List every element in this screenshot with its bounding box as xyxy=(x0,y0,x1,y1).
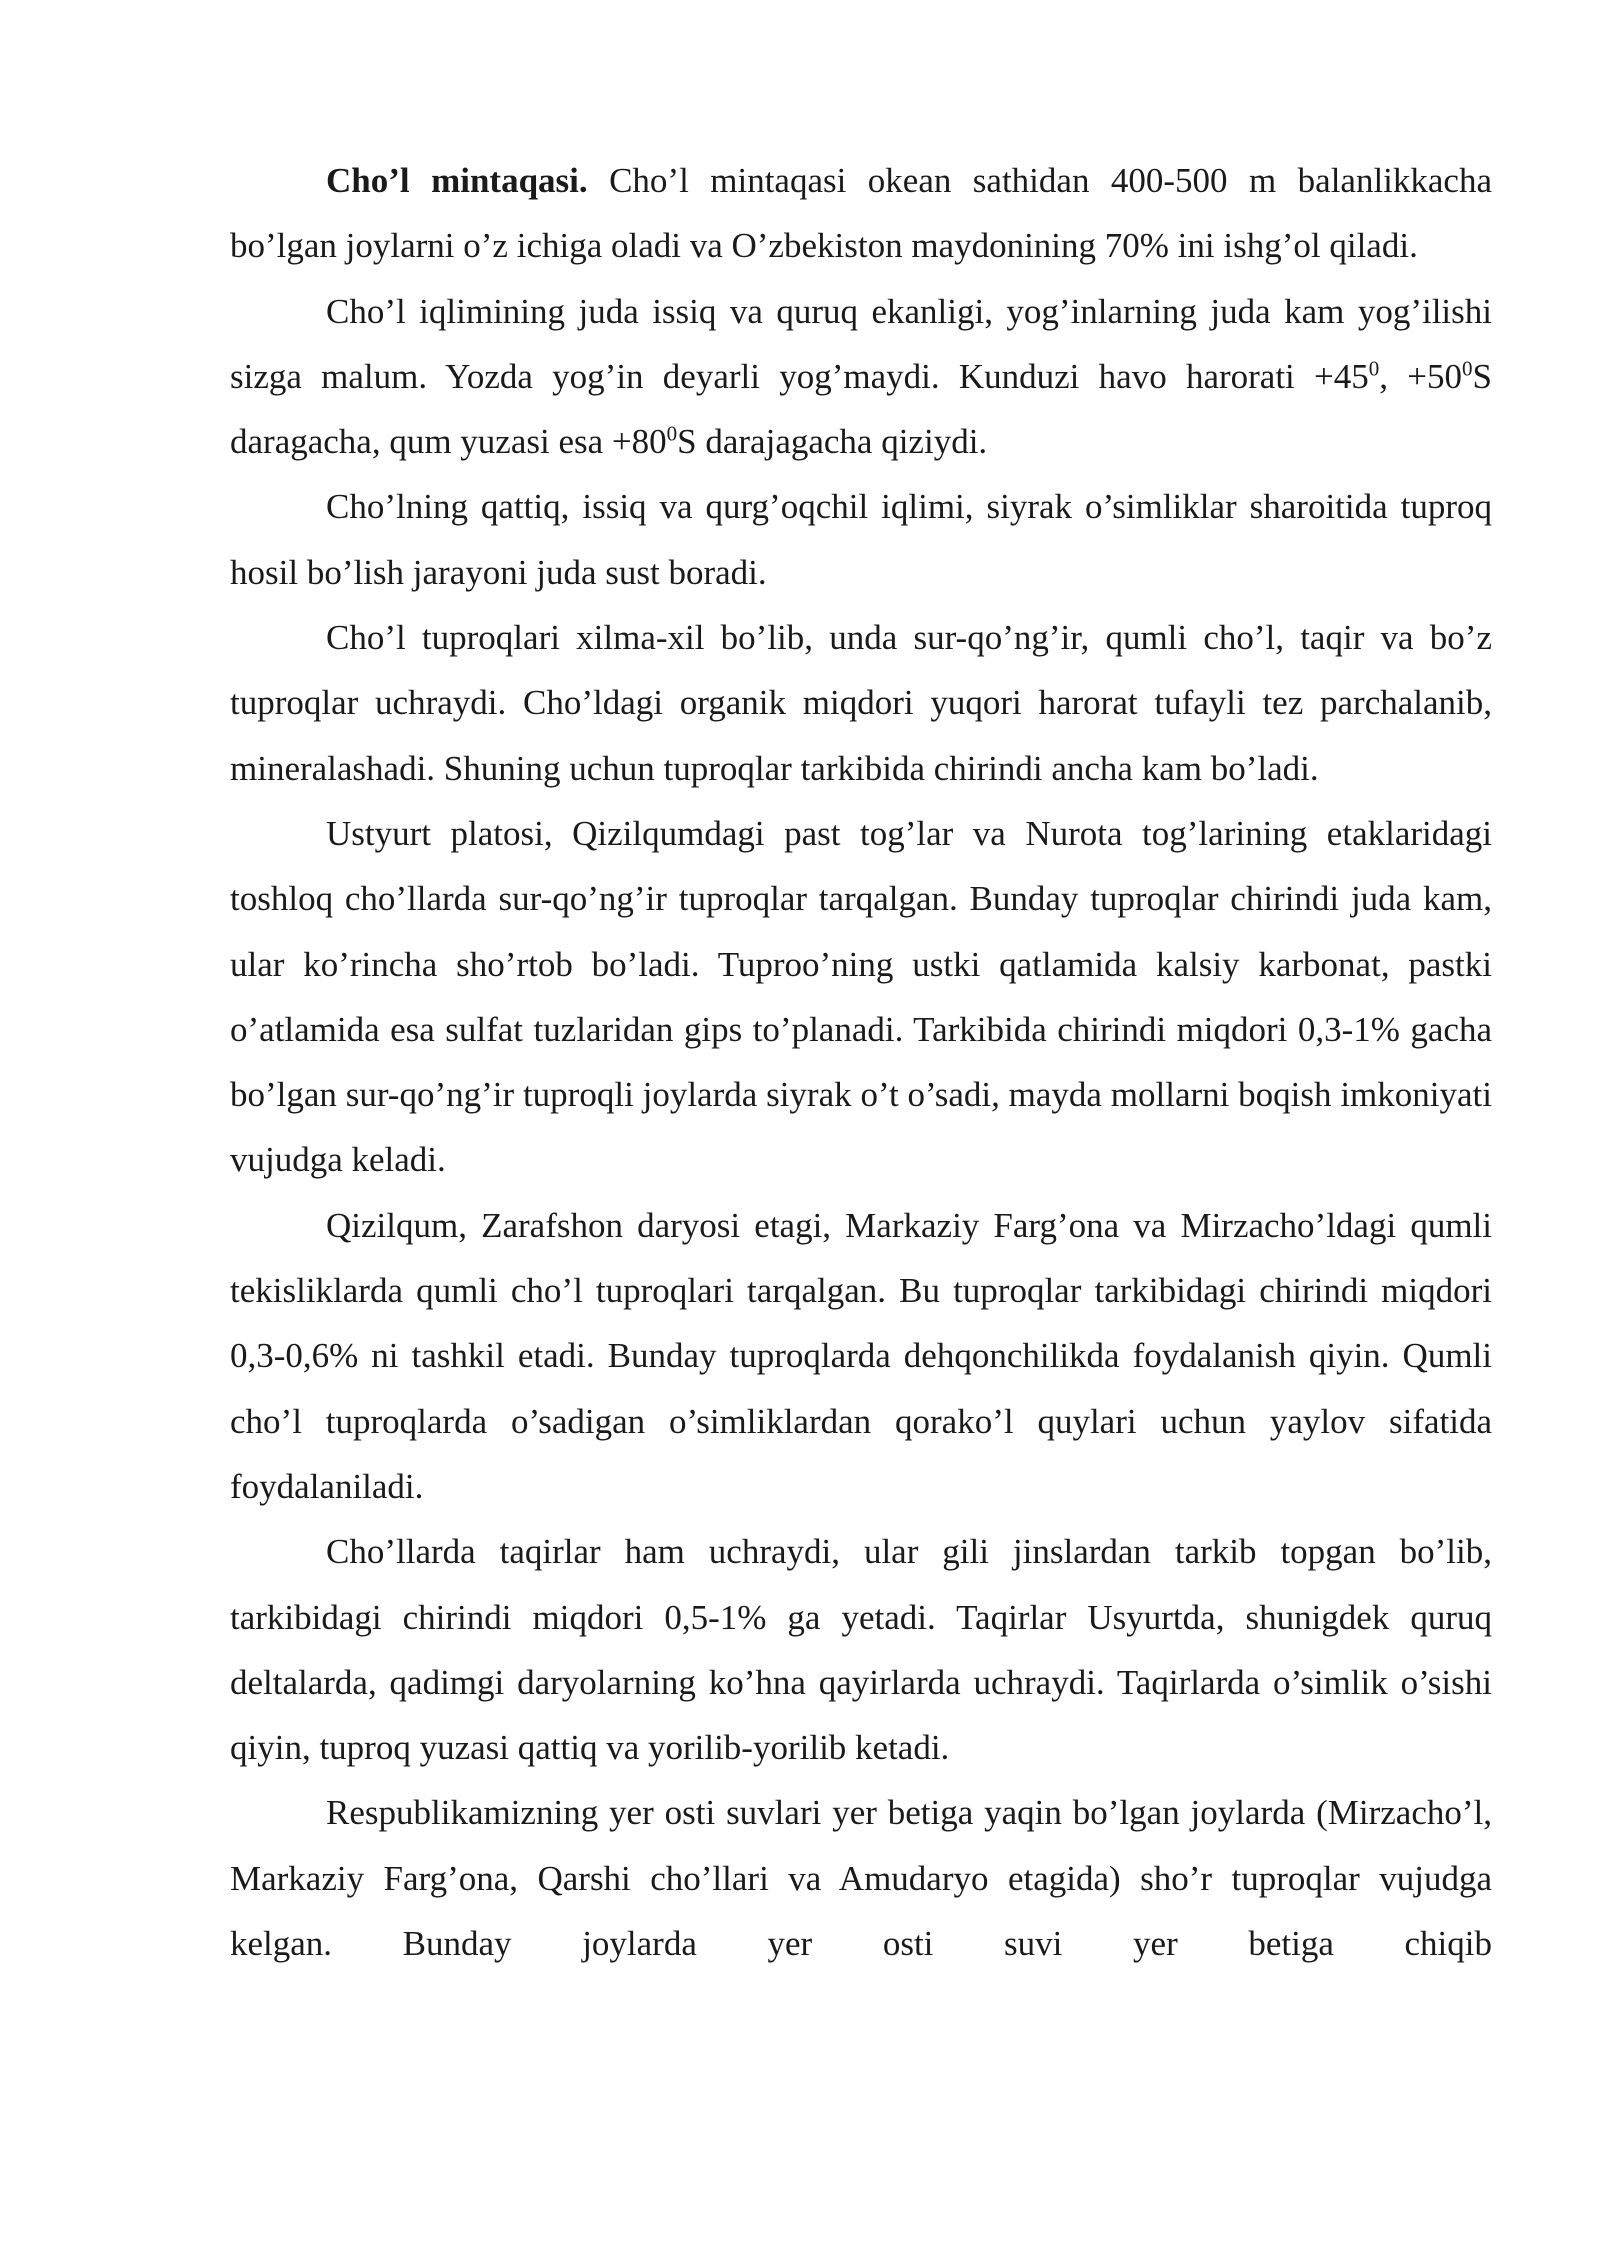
paragraph-text: S daragacha, qum yuzasi esa +80 xyxy=(230,356,1492,462)
paragraph-text: Cho’l mintaqasi okean sathidan 400-500 m balanlikkacha bo’lgan joylarni o’z ichiga oladi va O’zbekiston maydonining 70% ini ishg’ol qiladi. xyxy=(230,161,1493,266)
paragraph-takyr: Cho’llarda taqirlar ham uchraydi, ular gili jinslardan tarkib topgan bo’lib, tarkibidagi chirindi miqdori 0,5-1% ga yetadi. Taqirlar Usyurtda, shunigdek quruq deltalarda, qadimgi daryolarning ko’hna qayirlarda uchraydi. Taqirlarda o’simlik o’sishi qiyin, tuproq yuzasi qattiq va yorilib-yorilib ketadi. xyxy=(230,1532,1492,1768)
paragraph-climate xyxy=(230,279,1492,475)
paragraph-text: S darajagacha qiziydi. xyxy=(677,422,988,462)
superscript-degree: 0 xyxy=(1462,356,1473,381)
paragraph-text: , +50 xyxy=(1379,356,1463,396)
paragraph-text: Cho’l iqlimining juda issiq va quruq ekanligi, yog’inlarning juda kam yog’ilishi sizga malum. Yozda yog’in deyarli yog’maydi. Kunduzi havo harorati +45 xyxy=(230,291,1492,396)
superscript-degree: 0 xyxy=(666,421,678,446)
paragraph-saline-soils: Respublikamizning yer osti suvlari yer betiga yaqin bo’lgan joylarda (Mirzacho’l, Markaziy Farg’ona, Qarshi cho’llari va Amudaryo etagida) sho’r tuproqlar vujudga kelgan. Bunday joylarda yer osti suvi yer betiga chiqib xyxy=(230,1793,1492,1964)
section-title: Cho’l mintaqasi. xyxy=(326,161,588,200)
paragraph-soil-types: Cho’l tuproqlari xilma-xil bo’lib, unda sur-qo’ng’ir, qumli cho’l, taqir va bo’z tuproqlar uchraydi. Cho’ldagi organik miqdori yuqori harorat tufayli tez parchalanib, mineralashadi. Shuning uchun tuproqlar tarkibida chirindi ancha kam bo’ladi. xyxy=(230,618,1492,788)
paragraph-sandy-soils: Qizilqum, Zarafshon daryosi etagi, Markaziy Farg’ona va Mirzacho’ldagi qumli tekisliklarda qumli cho’l tuproqlari tarqalgan. Bu tuproqlar tarkibidagi chirindi miqdori 0,3-0,6% ni tashkil etadi. Bunday tuproqlarda dehqonchilikda foydalanish qiyin. Qumli cho’l tuproqlarda o’sadigan o’simliklardan qorako’l quylari uchun yaylov sifatida foydalaniladi. xyxy=(230,1205,1492,1506)
paragraph-grey-brown-soils: Ustyurt platosi, Qizilqumdagi past tog’lar va Nurota tog’larining etaklaridagi toshloq cho’llarda sur-qo’ng’ir tuproqlar tarqalgan. Bunday tuproqlar chirindi juda kam, ular ko’rincha sho’rtob bo’ladi. Tuproo’ning ustki qatlamida kalsiy karbonat, pastki o’atlamida esa sulfat tuzlaridan gips to’planadi. Tarkibida chirindi miqdori 0,3-1% gacha bo’lgan sur-qo’ng’ir tuproqli joylarda siyrak o’t o’sadi, mayda mollarni boqish imkoniyati vujudga keladi. xyxy=(230,813,1492,1180)
paragraph-soil-formation: Cho’lning qattiq, issiq va qurg’oqchil iqlimi, siyrak o’simliklar sharoitida tuproq hosil bo’lish jarayoni juda sust boradi. xyxy=(230,487,1492,592)
superscript-degree: 0 xyxy=(1368,356,1380,381)
paragraph-intro xyxy=(230,148,1492,279)
